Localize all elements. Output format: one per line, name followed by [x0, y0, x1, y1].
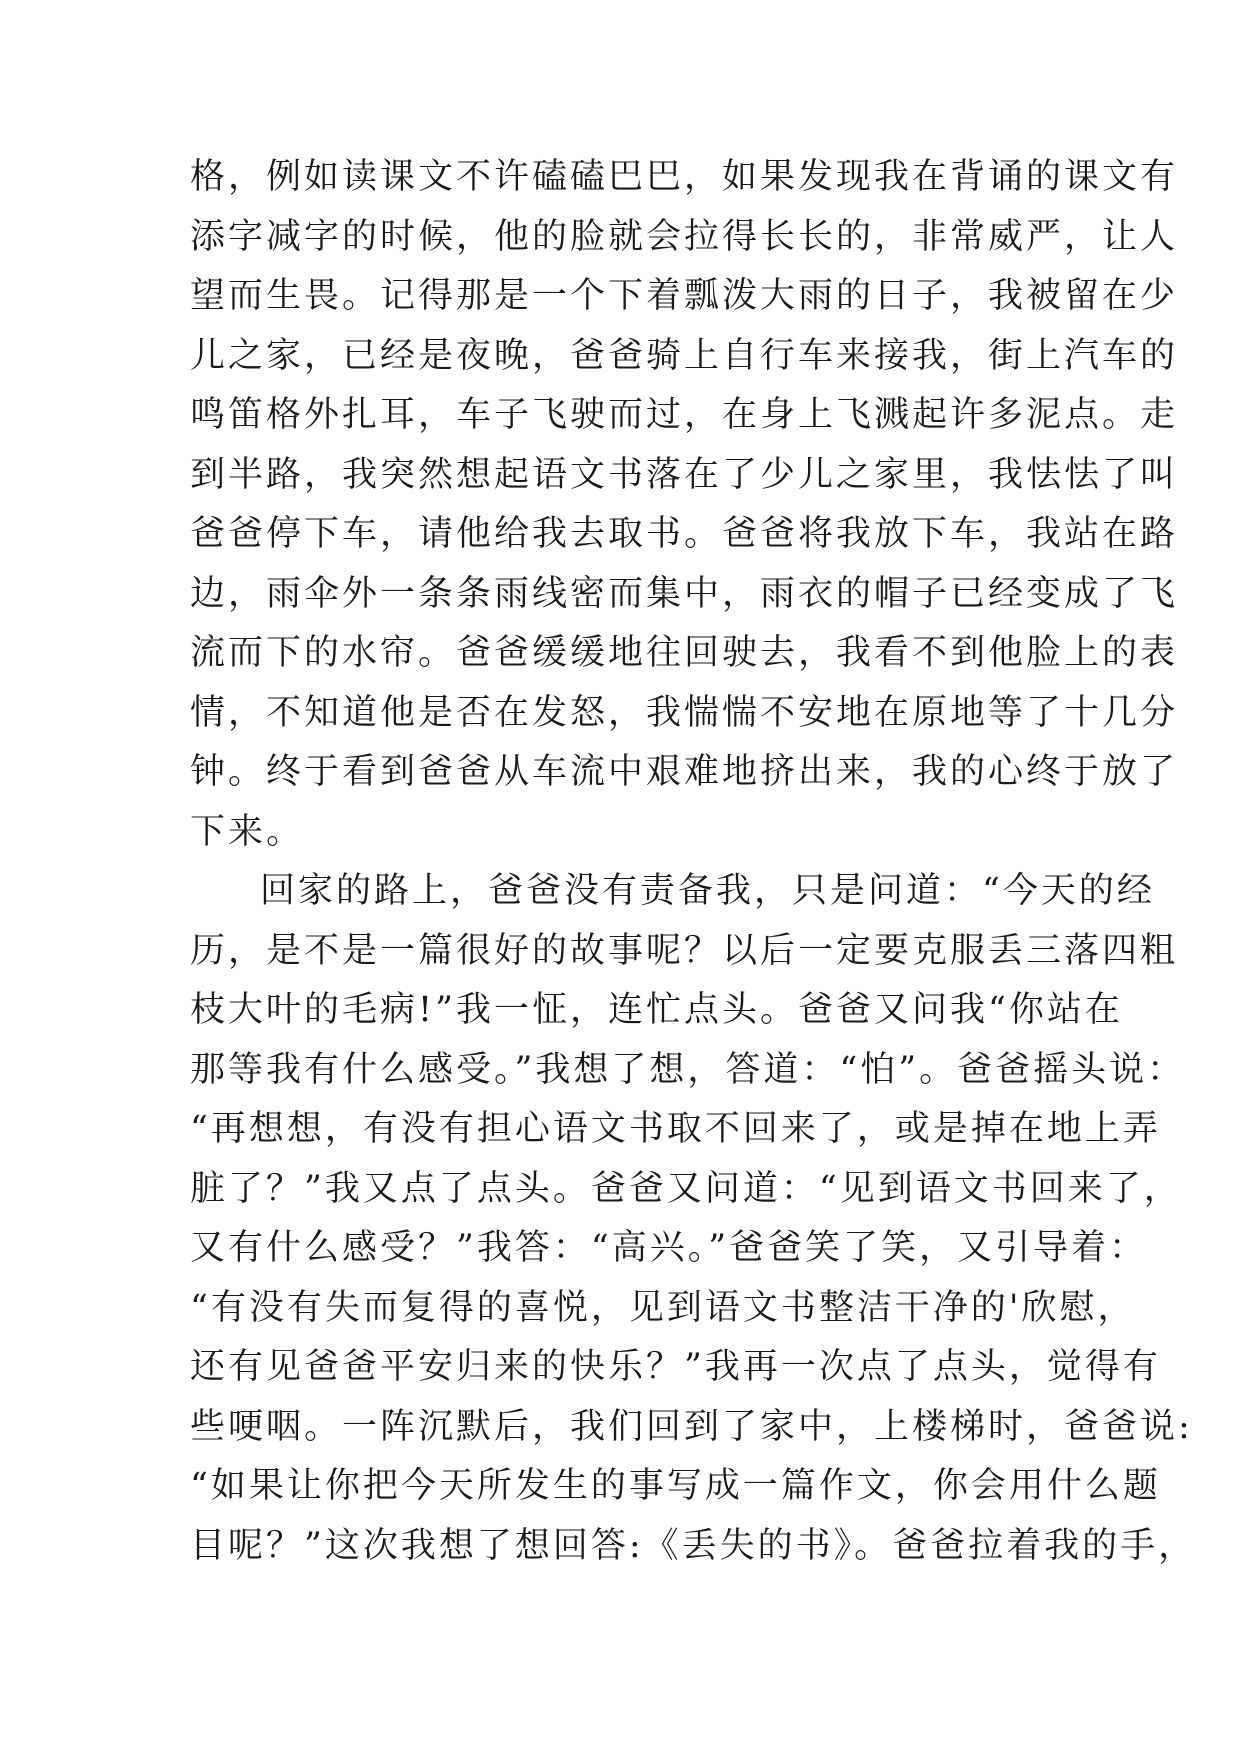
text-line: 儿之家，已经是夜晚，爸爸骑上自行车来接我，街上汽车的: [190, 335, 1179, 376]
text-line: 还有见爸爸平安归来的快乐？”我再一次点了点头，觉得有: [190, 1347, 1161, 1387]
text-line: 下来。: [190, 811, 305, 852]
paragraph-2: [190, 862, 1197, 1576]
text-line: 目呢？”这次我想了想回答:《丢失的书》。爸爸拉着我的手，: [190, 1525, 1197, 1566]
text-line: 枝大叶的毛病!”我一怔，连忙点头。爸爸又问我“你站在: [190, 990, 1123, 1030]
text-line: 添字减字的时候，他的脸就会拉得长长的，非常威严，让人: [190, 216, 1179, 257]
text-line: 望而生畏。记得那是一个下着瓢泼大雨的日子，我被留在少: [190, 276, 1179, 316]
text-line: 历，是不是一篇很好的故事呢？以后一定要克服丢三落四粗: [190, 930, 1179, 971]
text-line: 到半路，我突然想起语文书落在了少儿之家里，我怯怯了叫: [190, 454, 1179, 495]
paragraph-1: [190, 148, 1179, 862]
text-line: 边，雨伞外一条条雨线密而集中，雨衣的帽子已经变成了飞: [190, 573, 1179, 614]
text-line: 格，例如读课文不许磕磕巴巴，如果发现我在背诵的课文有: [190, 157, 1179, 197]
body-text: [190, 148, 1197, 1576]
text-line: 鸣笛格外扎耳，车子飞驶而过，在身上飞溅起许多泥点。走: [190, 395, 1179, 435]
text-line: 流而下的水帘。爸爸缓缓地往回驶去，我看不到他脸上的表: [190, 633, 1179, 673]
text-line: 些哽咽。一阵沉默后，我们回到了家中，上楼梯时，爸爸说:: [190, 1406, 1193, 1447]
text-line: “再想想，有没有担心语文书取不回来了，或是掉在地上弄: [190, 1109, 1161, 1149]
text-line: 爸爸停下车，请他给我去取书。爸爸将我放下车，我站在路: [190, 514, 1179, 554]
text-line: 钟。终于看到爸爸从车流中艰难地挤出来，我的心终于放了: [190, 752, 1179, 792]
text-line: 脏了？”我又点了点头。爸爸又问道：“见到语文书回来了，: [190, 1168, 1182, 1209]
text-line: 回家的路上，爸爸没有责备我，只是问道：“今天的经: [260, 871, 1155, 911]
text-line: 那等我有什么感受。”我想了想，答道：“怕”。爸爸摇头说：: [190, 1049, 1186, 1090]
text-line: “有没有失而复得的喜悦，见到语文书整洁干净的'欣慰，: [190, 1287, 1136, 1328]
text-line: 情，不知道他是否在发怒，我惴惴不安地在原地等了十几分: [190, 692, 1179, 733]
text-line: “如果让你把今天所发生的事写成一篇作文，你会用什么题: [190, 1466, 1161, 1506]
text-line: 又有什么感受？”我答：“高兴。”爸爸笑了笑，又引导着：: [190, 1228, 1148, 1268]
